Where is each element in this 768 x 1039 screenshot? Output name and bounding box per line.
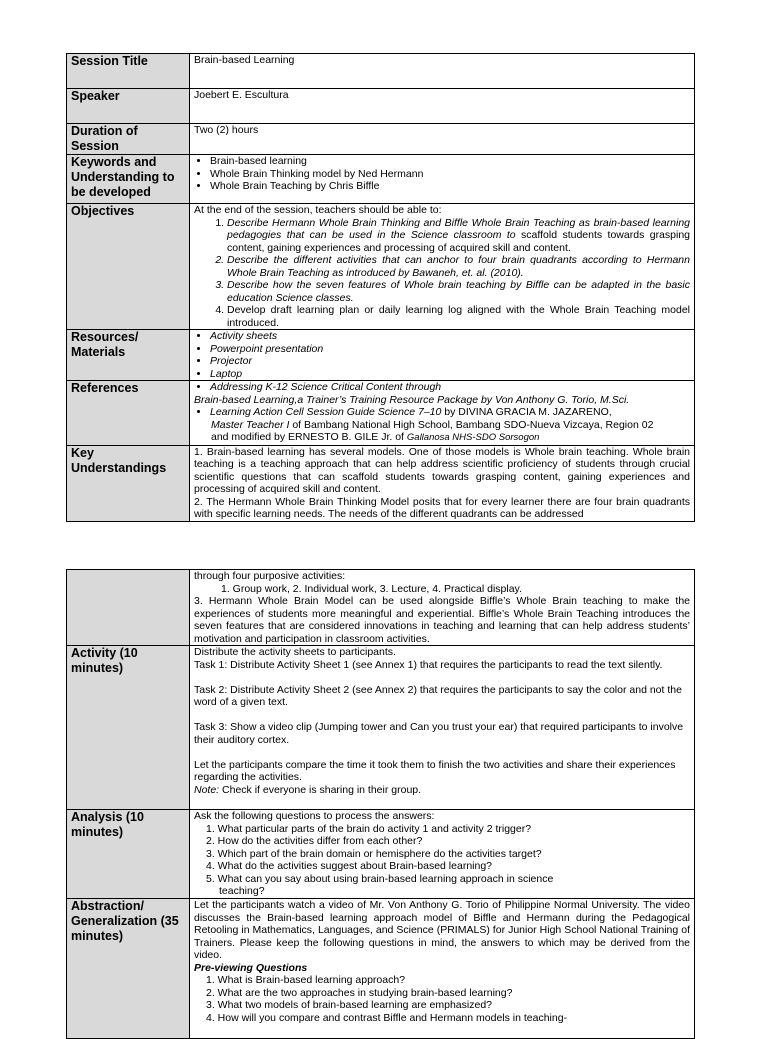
key-understanding-1: 1. Brain-based learning has several models. One of those models is Whole brain teaching. Whole brain teaching is a teaching approach that can help address scientific proficiency of students through crucial scientific questions that can scaffold students towards grasping content, gaining experiences and processing of acquired skill and content. (194, 445, 690, 495)
reference-2-author: by DIVINA GRACIA M. JAZARENO, (441, 406, 612, 418)
objectives-list (194, 217, 690, 330)
resources-list (194, 330, 690, 380)
speaker-value: Joebert E. Escultura (190, 89, 695, 124)
duration-value: Two (2) hours (190, 124, 695, 155)
reference-2-line3 (194, 431, 690, 445)
references-label: References (67, 381, 190, 446)
key-understandings-continued-label (67, 570, 190, 646)
abstraction-label: Abstraction/ Generalization (35 minutes) (67, 899, 190, 1039)
reference-2-title: Learning Action Cell Session Guide Science 7–10 (210, 406, 442, 418)
objectives-cell (190, 204, 695, 330)
references-list-1 (194, 381, 690, 394)
keywords-cell (190, 155, 695, 204)
objective-item: 4. Develop draft learning plan or daily learning log aligned with the Whole Brain Teaching model introduced. (227, 304, 690, 329)
keywords-list (194, 155, 690, 193)
reference-item: • Addressing K-12 Science Critical Content through (210, 381, 690, 394)
reference-1-title: Brain-based Learning,a Trainer’s Training Resource Package by Von Anthony G. Torio, M.Sci. (194, 393, 630, 406)
reference-2-line2 (194, 419, 690, 432)
references-list-2 (194, 406, 690, 419)
reference-2-position: Master Teacher I (211, 418, 290, 431)
session-title-label: Session Title (67, 54, 190, 89)
pre-viewing-question: 3. What two models of brain-based learning are emphasized? (206, 999, 492, 1011)
abstraction-paragraph: Let the participants watch a video of Mr. Von Anthony G. Torio of Philippine Normal University. The video discusses the Brain-based learning approach model of Biffle and Hermann during the Pedagogical Retooling in Mathematics, Languages, and Science (PRIMALS) for Junior High School National Training of Trainers. Please keep the following questions in mind, the answers to which may be derived from the video. (194, 899, 690, 961)
session-guide-table-1 (66, 53, 695, 522)
analysis-cell (190, 810, 695, 899)
activity-task-2: Task 2: Distribute Activity Sheet 2 (see Annex 2) that requires the participants to say the color and not the word of a given text. (194, 683, 682, 708)
analysis-question-cont: teaching? (219, 885, 265, 897)
session-guide-table-2 (66, 569, 695, 1039)
analysis-question: 3. Which part of the brain domain or hemisphere do the activities target? (206, 847, 542, 860)
key-understanding-3: 3. Hermann Whole Brain Model can be used alongside Biffle’s Whole Brain teaching to make the experiences of students more meaningful and experiential. Biffle’s Whole Brain Teaching introduces the seven features that are considered innovations in teaching and learning that can help address students’ motivation and participation in classroom activities. (194, 595, 690, 645)
activity-note (194, 784, 690, 797)
session-title-value: Brain-based Learning (190, 54, 695, 89)
activity-cell (190, 646, 695, 810)
resource-item: • Activity sheets (210, 330, 690, 343)
resources-label: Resources/ Materials (67, 330, 190, 381)
resource-item: • Powerpoint presentation (210, 343, 690, 356)
analysis-question: 2. How do the activities differ from each other? (206, 835, 423, 847)
activity-task-1: Task 1: Distribute Activity Sheet 1 (see Annex 1) that requires the participants to read the text silently. (194, 658, 663, 671)
analysis-question: 4. What do the activities suggest about Brain-based learning? (206, 860, 493, 872)
resources-cell (190, 330, 695, 381)
speaker-label: Speaker (67, 89, 190, 124)
reference-item (210, 406, 690, 419)
analysis-question: 5. What can you say about using brain-based learning approach in science (206, 872, 554, 885)
key-understanding-cont-2: 1. Group work, 2. Individual work, 3. Lecture, 4. Practical display. (221, 582, 522, 595)
activity-note-text: Check if everyone is sharing in their group. (219, 783, 422, 796)
activity-task-3: Task 3: Show a video clip (Jumping tower and Can you trust your ear) that required participants to involve their auditory cortex. (194, 721, 684, 746)
objectives-label: Objectives (67, 204, 190, 330)
key-understanding-2: 2. The Hermann Whole Brain Thinking Model posits that for every learner there are four brain quadrants with specific learning needs. The needs of the different quadrants can be addressed (194, 495, 690, 520)
keyword-item: • Whole Brain Teaching by Chris Biffle (210, 180, 690, 193)
activity-label: Activity (10 minutes) (67, 646, 190, 810)
references-cell (190, 381, 695, 446)
keyword-item: • Whole Brain Thinking model by Ned Hermann (210, 168, 690, 181)
reference-2-modified: and modified by ERNESTO B. GILE Jr. of (211, 431, 407, 443)
analysis-label: Analysis (10 minutes) (67, 810, 190, 899)
activity-step: Distribute the activity sheets to participants. (194, 646, 396, 658)
key-understanding-cont-1: through four purposive activities: (194, 570, 346, 582)
activity-note-label: Note: (194, 783, 220, 796)
reference-2-school: of Bambang National High School, Bambang SDO-Nueva Vizcaya, Region 02 (289, 418, 654, 431)
pre-viewing-question: 1. What is Brain-based learning approach? (206, 974, 406, 986)
pre-viewing-question: 2. What are the two approaches in studying brain-based learning? (206, 986, 513, 999)
keyword-item: • Brain-based learning (210, 155, 690, 168)
pre-viewing-heading: Pre-viewing Questions (194, 961, 308, 974)
activity-compare: Let the participants compare the time it took them to finish the two activities and share their experiences regarding the activities. (194, 758, 676, 783)
analysis-question: 1. What particular parts of the brain do activity 1 and activity 2 trigger? (206, 822, 532, 835)
resource-item: • Projector (210, 355, 690, 368)
pre-viewing-question: 4. How will you compare and contrast Biffle and Hermann models in teaching- (206, 1011, 568, 1024)
analysis-intro: Ask the following questions to process the answers: (194, 810, 435, 822)
key-understandings-continued-cell (190, 570, 695, 646)
objectives-intro: At the end of the session, teachers should be able to: (194, 204, 442, 216)
objective-1-italic: Describe Hermann Whole Brain Thinking and Biffle Whole Brain Teaching as brain-based learning pedagogies that can be used in the Science classroom to (227, 216, 690, 241)
abstraction-cell (190, 899, 695, 1039)
objective-item: 2. Describe the different activities that can anchor to four brain quadrants according to Hermann Whole Brain Teaching as introduced by Bawaneh, et. al. (2010). (227, 254, 690, 279)
key-understandings-cell (190, 445, 695, 521)
resource-item: • Laptop (210, 368, 690, 381)
reference-2-modifier-school: Gallanosa NHS-SDO Sorsogon (406, 432, 540, 443)
duration-label: Duration of Session (67, 124, 190, 155)
objective-1-rest: scaffold students towards grasping content, gaining experiences and processing of acquired skill and content. (227, 229, 691, 254)
key-understandings-label: Key Understandings (67, 445, 190, 521)
keywords-label: Keywords and Understanding to be developed (67, 155, 190, 204)
objective-item (227, 217, 690, 255)
objective-item: 3. Describe how the seven features of Whole brain teaching by Biffle can be adapted in the basic education Science classes. (227, 279, 690, 304)
